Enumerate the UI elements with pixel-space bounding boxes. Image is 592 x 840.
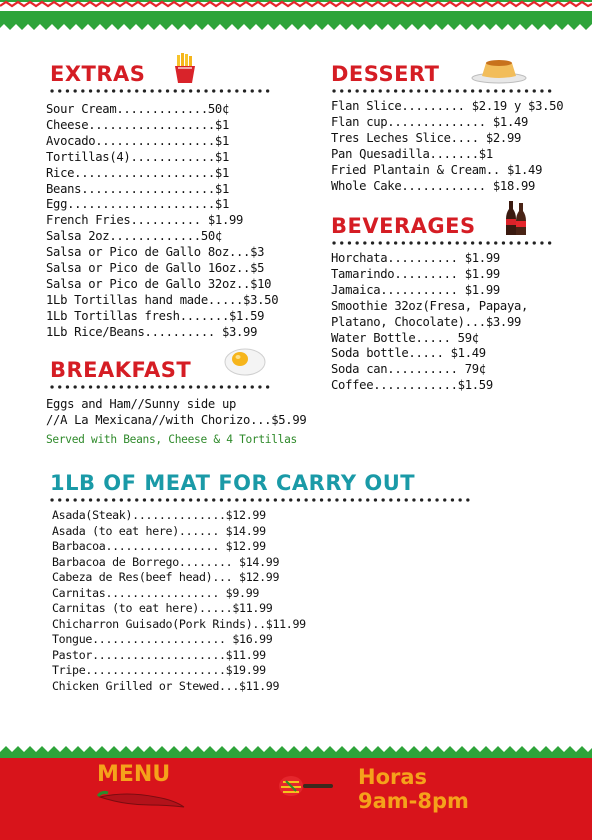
list-item: Jamaica........... $1.99 [331, 282, 500, 297]
breakfast-note: Served with Beans, Cheese & 4 Tortillas [46, 433, 297, 446]
list-item: Chicharron Guisado(Pork Rinds)..$11.99 [52, 616, 306, 631]
list-item: Tres Leches Slice.... $2.99 [331, 130, 522, 145]
maracas-icon [276, 772, 338, 802]
list-item: Tongue.................... $16.99 [52, 632, 273, 646]
list-item: Flan cup.............. $1.49 [331, 114, 529, 129]
meat-dotted-rule [50, 497, 474, 503]
footer-hours-label: Horas [358, 765, 428, 789]
beverages-dotted-rule [332, 240, 556, 246]
list-item: Sour Cream.............50¢ [46, 102, 229, 116]
dessert-list [331, 99, 563, 194]
dessert-dotted-rule [332, 88, 552, 94]
extras-list [46, 102, 278, 341]
list-item: Soda can.......... 79¢ [331, 362, 486, 377]
beverages-list [331, 251, 528, 394]
fried-egg-icon [222, 344, 268, 378]
list-item: Water Bottle..... 59¢ [331, 330, 479, 345]
list-item: Platano, Chocolate)...$3.99 [331, 314, 522, 329]
extras-dotted-rule [50, 88, 274, 94]
list-item: Barbacoa de Borrego........ $14.99 [52, 554, 280, 569]
list-item: Fried Plantain & Cream.. $1.49 [331, 162, 543, 177]
french-fries-icon [169, 52, 201, 84]
list-item: Coffee............$1.59 [331, 378, 493, 393]
soda-bottles-icon [504, 199, 530, 237]
list-item: Tamarindo......... $1.99 [331, 266, 500, 281]
top-zigzag-border [0, 0, 592, 38]
list-item: Salsa or Pico de Gallo 32oz..$10 [46, 276, 272, 291]
breakfast-heading: BREAKFAST [50, 358, 192, 382]
list-item: Soda bottle..... $1.49 [331, 346, 486, 361]
list-item: Salsa or Pico de Gallo 8oz...$3 [46, 245, 265, 260]
chili-pepper-icon [96, 787, 188, 813]
list-item: Tortillas(4)............$1 [46, 149, 229, 164]
list-item: Tripe.....................$19.99 [52, 663, 266, 677]
list-item: Flan Slice......... $2.19 y $3.50 [331, 99, 564, 113]
list-item: Salsa 2oz.............50¢ [46, 229, 222, 244]
list-item: Pan Quesadilla.......$1 [331, 146, 493, 161]
list-item: Egg.....................$1 [46, 197, 229, 212]
list-item: Horchata.......... $1.99 [331, 251, 500, 265]
list-item: Barbacoa................. $12.99 [52, 539, 266, 553]
list-item: Carnitas (to eat here).....$11.99 [52, 601, 273, 615]
list-item: Whole Cake............ $18.99 [331, 178, 536, 193]
footer-menu-label: MENU [97, 762, 171, 787]
list-item: Chicken Grilled or Stewed...$11.99 [52, 678, 280, 693]
list-item: 1Lb Tortillas fresh.......$1.59 [46, 308, 265, 323]
list-item: Rice....................$1 [46, 165, 229, 180]
flan-icon [470, 56, 528, 84]
meat-list [52, 508, 306, 694]
list-item: Carnitas................. $9.99 [52, 585, 260, 600]
breakfast-dotted-rule [50, 384, 274, 390]
list-item: French Fries.......... $1.99 [46, 213, 244, 228]
list-item: //A La Mexicana//with Chorizo...$5.99 [46, 412, 307, 427]
list-item: Asada (to eat here)...... $14.99 [52, 523, 266, 538]
list-item: Beans...................$1 [46, 181, 229, 196]
list-item: Pastor....................$11.99 [52, 647, 266, 662]
list-item: 1Lb Tortillas hand made.....$3.50 [46, 292, 279, 307]
list-item: Cabeza de Res(beef head)... $12.99 [52, 570, 280, 584]
list-item: Eggs and Ham//Sunny side up [46, 397, 237, 411]
list-item: Asada(Steak)..............$12.99 [52, 508, 266, 522]
meat-heading: 1LB OF MEAT FOR CARRY OUT [50, 471, 416, 495]
beverages-heading: BEVERAGES [331, 214, 476, 238]
list-item: Salsa or Pico de Gallo 16oz..$5 [46, 261, 265, 276]
breakfast-list [46, 397, 306, 429]
footer-hours: 9am-8pm [358, 789, 469, 813]
dessert-heading: DESSERT [331, 62, 440, 86]
list-item: Cheese..................$1 [46, 117, 229, 132]
extras-heading: EXTRAS [50, 62, 146, 86]
list-item: Avocado.................$1 [46, 133, 229, 148]
bottom-zigzag-border [0, 738, 592, 758]
list-item: 1Lb Rice/Beans.......... $3.99 [46, 324, 258, 339]
list-item: Smoothie 32oz(Fresa, Papaya, [331, 298, 529, 313]
